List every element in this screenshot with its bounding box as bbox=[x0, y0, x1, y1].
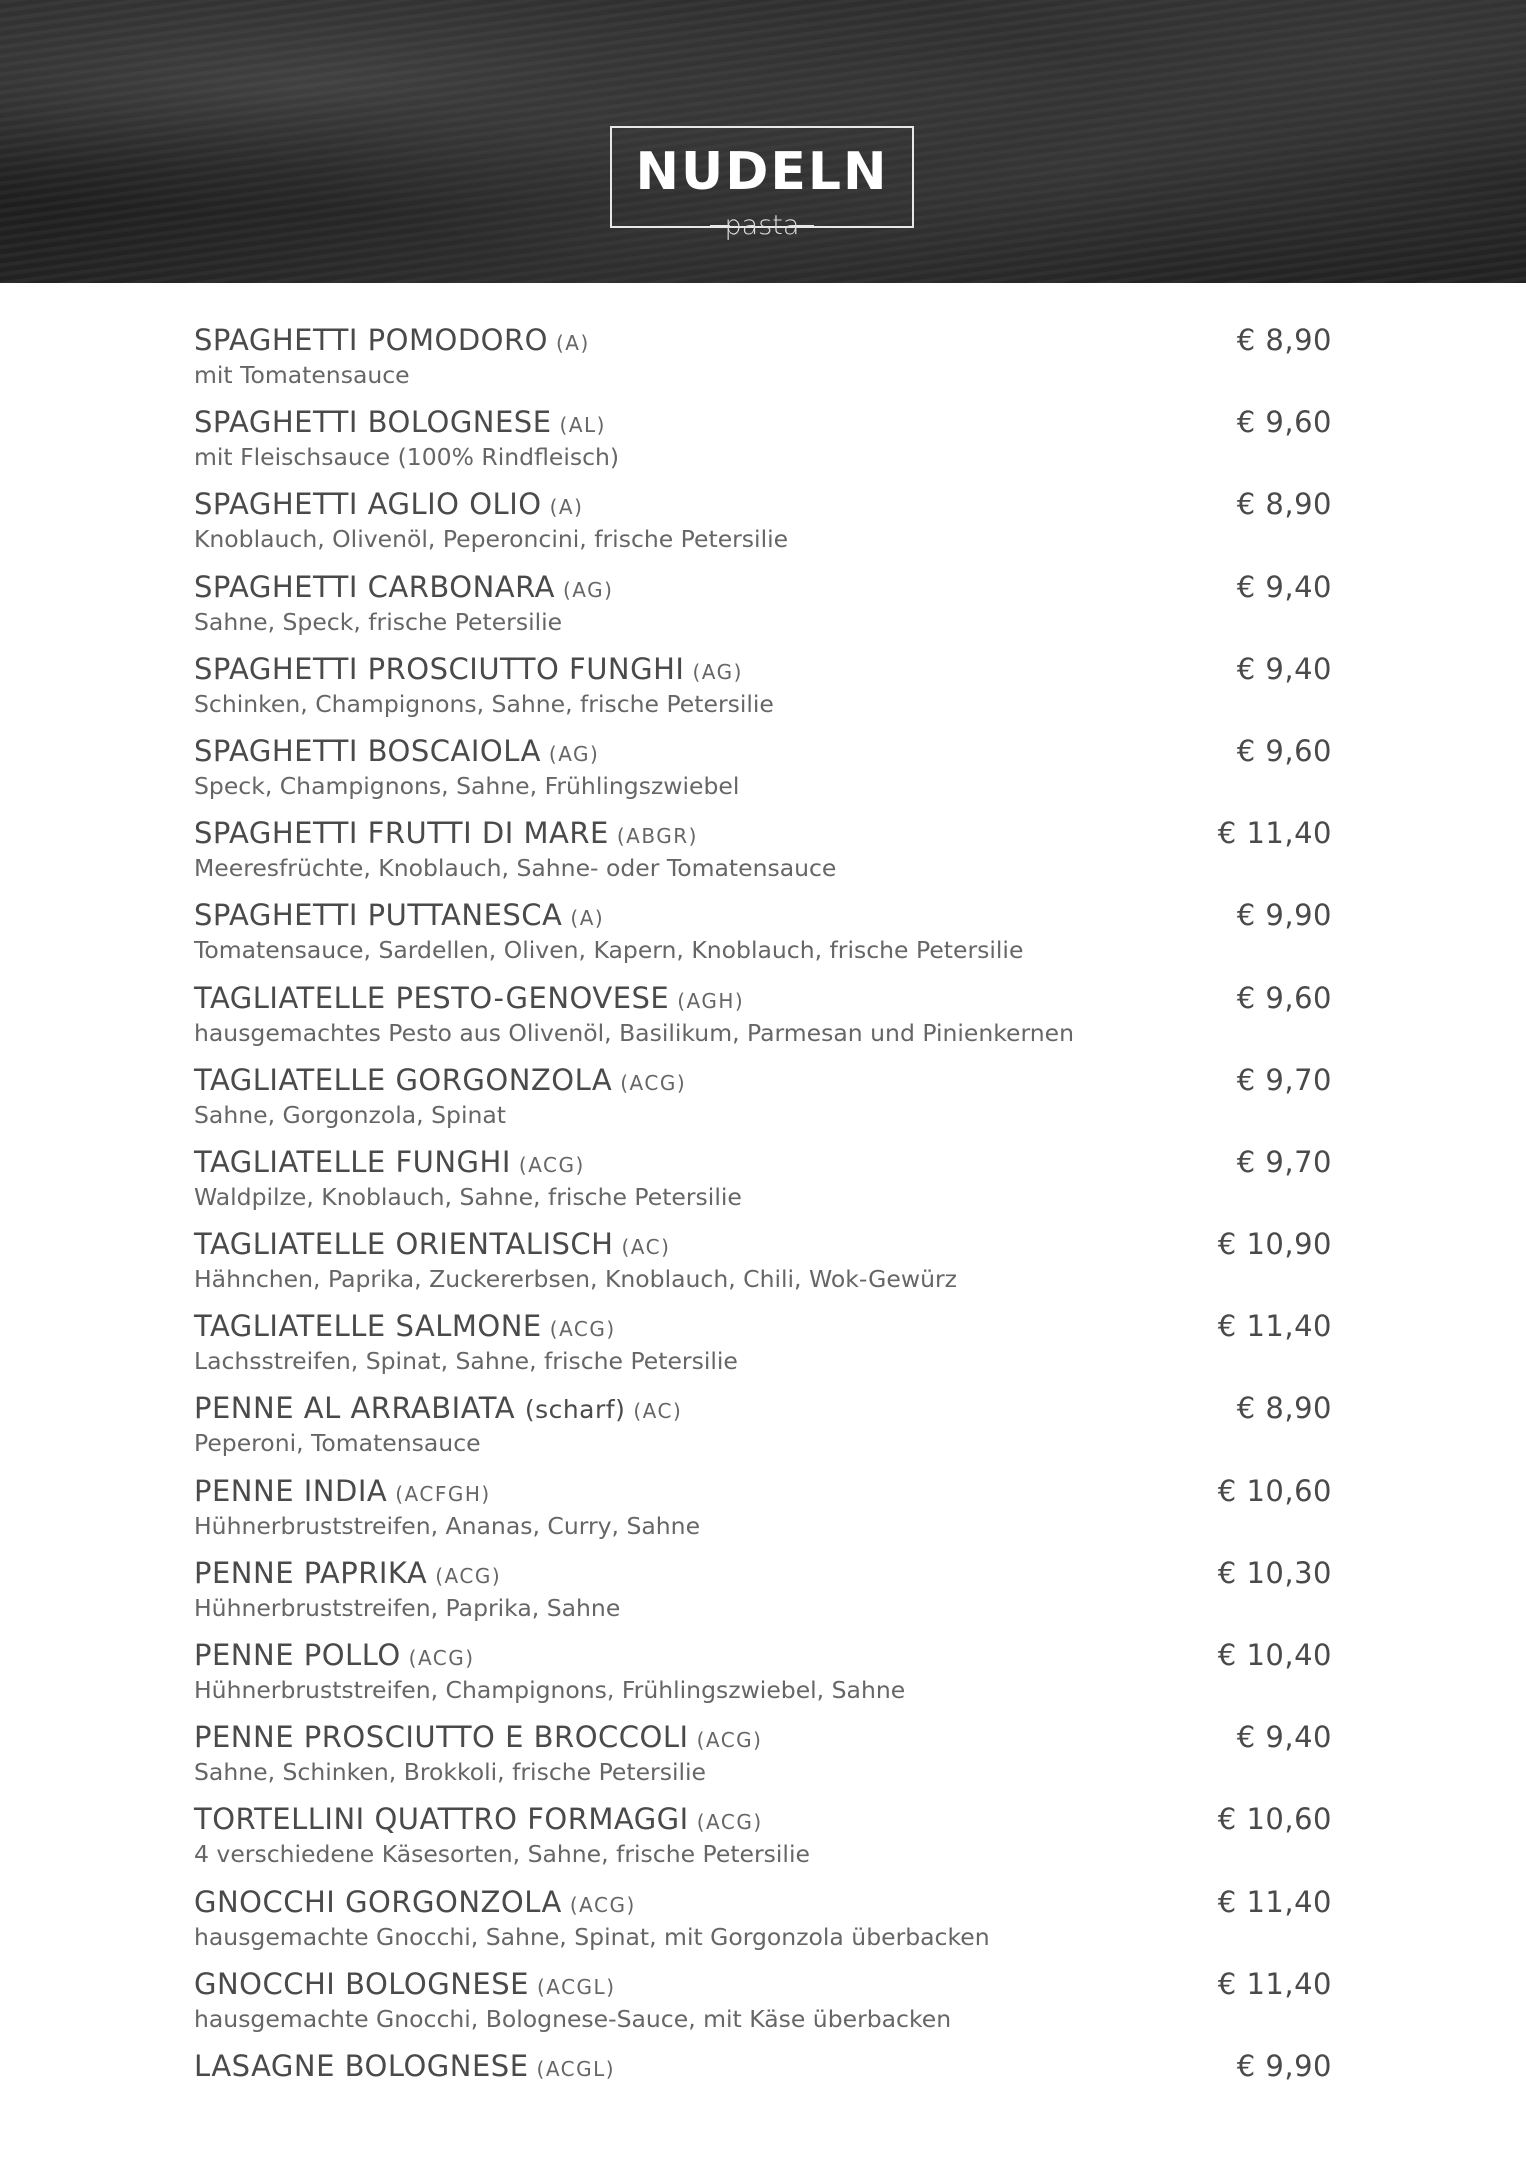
dish-price: € 9,40 bbox=[1236, 1720, 1332, 1755]
menu-item bbox=[194, 1801, 1332, 1883]
dish-description: Knoblauch, Olivenöl, Peperoncini, frische Petersilie bbox=[194, 525, 789, 554]
menu-item bbox=[194, 486, 1332, 568]
dish-price: € 9,60 bbox=[1236, 733, 1332, 768]
dish-price: € 8,90 bbox=[1236, 487, 1332, 522]
dish-price: € 9,90 bbox=[1236, 2048, 1332, 2083]
dish-name: TAGLIATELLE SALMONE bbox=[194, 1309, 542, 1344]
allergen-codes: (ACG) bbox=[549, 1317, 616, 1342]
allergen-codes: (A) bbox=[555, 331, 590, 355]
allergen-codes: (AC) bbox=[621, 1235, 671, 1260]
menu-item bbox=[194, 322, 1332, 404]
dish-description: hausgemachte Gnocchi, Bolognese-Sauce, mit Käse überbacken bbox=[194, 2004, 952, 2033]
dish-name: TAGLIATELLE ORIENTALISCH bbox=[194, 1227, 614, 1262]
menu-item bbox=[194, 1884, 1332, 1966]
dish-price: € 8,90 bbox=[1236, 1391, 1332, 1426]
menu-item bbox=[194, 1226, 1332, 1308]
dish-price: € 9,40 bbox=[1236, 569, 1332, 604]
allergen-codes: (ACFGH) bbox=[395, 1481, 491, 1506]
allergen-codes: (ACG) bbox=[518, 1152, 585, 1177]
dish-title-line bbox=[194, 404, 606, 443]
dish-price: € 8,90 bbox=[1236, 323, 1332, 357]
dish-note: (scharf) bbox=[524, 1395, 626, 1425]
allergen-codes: (AG) bbox=[548, 741, 600, 766]
dish-description: mit Fleischsauce (100% Rindfleisch) bbox=[194, 443, 620, 472]
menu-item bbox=[194, 897, 1332, 979]
dish-description: Tomatensauce, Sardellen, Oliven, Kapern, Knoblauch, frische Petersilie bbox=[194, 936, 1024, 965]
dish-title-line bbox=[194, 1884, 636, 1923]
dish-title-line bbox=[194, 897, 604, 936]
dish-name: TAGLIATELLE FUNGHI bbox=[194, 1144, 511, 1179]
dish-name: SPAGHETTI FRUTTI DI MARE bbox=[194, 816, 609, 851]
dish-title-line bbox=[194, 980, 744, 1019]
dish-description: hausgemachtes Pesto aus Olivenöl, Basilikum, Parmesan und Pinienkernen bbox=[194, 1018, 1075, 1047]
allergen-codes: (ACGL) bbox=[536, 2056, 616, 2081]
dish-price: € 10,60 bbox=[1217, 1473, 1332, 1508]
menu-item bbox=[194, 733, 1332, 815]
page-title: NUDELN bbox=[635, 142, 889, 202]
menu-item bbox=[194, 815, 1332, 897]
dish-description: Meeresfrüchte, Knoblauch, Sahne- oder Tomatensauce bbox=[194, 854, 837, 883]
dish-description: Waldpilze, Knoblauch, Sahne, frische Petersilie bbox=[194, 1182, 742, 1211]
dish-title-line bbox=[194, 1144, 585, 1183]
menu-item bbox=[194, 404, 1332, 486]
dish-price: € 10,60 bbox=[1217, 1802, 1332, 1837]
dish-description: Hühnerbruststreifen, Paprika, Sahne bbox=[194, 1593, 621, 1622]
allergen-codes: (ACG) bbox=[435, 1563, 502, 1588]
dish-title-line bbox=[194, 1062, 686, 1101]
menu-item bbox=[194, 1390, 1332, 1472]
dish-price: € 10,40 bbox=[1217, 1638, 1332, 1672]
menu-item bbox=[194, 1144, 1332, 1226]
dish-name: SPAGHETTI POMODORO bbox=[194, 323, 548, 357]
dish-name: SPAGHETTI PUTTANESCA bbox=[194, 898, 563, 933]
dish-description: Hühnerbruststreifen, Ananas, Curry, Sahne bbox=[194, 1511, 701, 1540]
dish-title-line bbox=[194, 569, 613, 608]
dish-title-line bbox=[194, 651, 743, 690]
allergen-codes: (ACGL) bbox=[536, 1974, 616, 1999]
subtitle-wrap bbox=[612, 208, 912, 244]
dish-title-line bbox=[194, 1555, 501, 1594]
allergen-codes: (ACG) bbox=[696, 1810, 763, 1835]
dish-price: € 11,40 bbox=[1217, 1884, 1332, 1919]
allergen-codes: (AC) bbox=[633, 1399, 683, 1424]
dish-description: Lachsstreifen, Spinat, Sahne, frische Petersilie bbox=[194, 1347, 738, 1376]
allergen-codes: (AG) bbox=[562, 577, 614, 602]
dish-title-line bbox=[194, 1226, 670, 1265]
allergen-codes: (ACG) bbox=[569, 1892, 636, 1917]
dish-name: PENNE POLLO bbox=[194, 1638, 401, 1672]
allergen-codes: (A) bbox=[549, 495, 584, 520]
dish-description: Hühnerbruststreifen, Champignons, Frühlingszwiebel, Sahne bbox=[194, 1676, 906, 1704]
dish-title-line bbox=[194, 1390, 682, 1429]
dish-price: € 9,40 bbox=[1236, 651, 1332, 686]
dish-price: € 9,60 bbox=[1236, 405, 1332, 440]
allergen-codes: (AL) bbox=[559, 413, 606, 438]
dish-price: € 11,40 bbox=[1217, 1966, 1332, 2001]
dish-name: PENNE INDIA bbox=[194, 1473, 388, 1508]
dish-name: GNOCCHI GORGONZOLA bbox=[194, 1884, 562, 1919]
dish-price: € 10,30 bbox=[1217, 1555, 1332, 1590]
menu-item bbox=[194, 569, 1332, 651]
dish-price: € 11,40 bbox=[1217, 1309, 1332, 1344]
allergen-codes: (A) bbox=[570, 906, 605, 931]
allergen-codes: (AGH) bbox=[677, 988, 745, 1013]
dish-name: PENNE AL ARRABIATA bbox=[194, 1391, 516, 1426]
page-subtitle-text: pasta bbox=[724, 210, 800, 241]
dish-description: Peperoni, Tomatensauce bbox=[194, 1429, 481, 1458]
dish-description: Speck, Champignons, Sahne, Frühlingszwiebel bbox=[194, 771, 740, 800]
menu-item bbox=[194, 1555, 1332, 1637]
dish-name: SPAGHETTI AGLIO OLIO bbox=[194, 487, 542, 522]
dish-description: Sahne, Schinken, Brokkoli, frische Petersilie bbox=[194, 1758, 706, 1787]
allergen-codes: (ABGR) bbox=[616, 824, 698, 849]
dish-title-line bbox=[194, 322, 590, 361]
dish-title-line bbox=[194, 1966, 616, 2005]
menu-list bbox=[194, 322, 1332, 2130]
header-banner bbox=[0, 0, 1526, 283]
title-box bbox=[610, 126, 914, 241]
menu-item bbox=[194, 2048, 1332, 2130]
dish-title-line bbox=[194, 486, 583, 525]
dish-price: € 10,90 bbox=[1217, 1227, 1332, 1262]
menu-item bbox=[194, 980, 1332, 1062]
dish-title-line bbox=[194, 1637, 475, 1676]
menu-item bbox=[194, 1966, 1332, 2048]
menu-item bbox=[194, 1062, 1332, 1144]
allergen-codes: (ACG) bbox=[408, 1646, 475, 1670]
dish-name: SPAGHETTI BOLOGNESE bbox=[194, 405, 552, 440]
dish-name: SPAGHETTI BOSCAIOLA bbox=[194, 733, 541, 768]
menu-item bbox=[194, 651, 1332, 733]
dish-title-line bbox=[194, 815, 698, 854]
dish-description: 4 verschiedene Käsesorten, Sahne, frische Petersilie bbox=[194, 1840, 810, 1869]
dish-price: € 9,70 bbox=[1236, 1062, 1332, 1097]
dish-title-line bbox=[194, 1308, 616, 1347]
dish-name: SPAGHETTI PROSCIUTTO FUNGHI bbox=[194, 651, 685, 686]
dish-name: SPAGHETTI CARBONARA bbox=[194, 569, 555, 604]
menu-item bbox=[194, 1637, 1332, 1719]
allergen-codes: (ACG) bbox=[620, 1070, 687, 1095]
dish-name: PENNE PROSCIUTTO E BROCCOLI bbox=[194, 1720, 689, 1755]
dish-description: hausgemachte Gnocchi, Sahne, Spinat, mit Gorgonzola überbacken bbox=[194, 1922, 990, 1951]
dish-title-line bbox=[194, 1719, 762, 1758]
dish-price: € 11,40 bbox=[1217, 816, 1332, 851]
dish-name: GNOCCHI BOLOGNESE bbox=[194, 1966, 529, 2001]
menu-item bbox=[194, 1719, 1332, 1801]
dish-description: Hähnchen, Paprika, Zuckererbsen, Knoblauch, Chili, Wok-Gewürz bbox=[194, 1265, 957, 1294]
dish-name: LASAGNE BOLOGNESE bbox=[194, 2048, 529, 2083]
dish-title-line bbox=[194, 1801, 763, 1840]
menu-item bbox=[194, 1308, 1332, 1390]
page-subtitle bbox=[612, 208, 912, 244]
allergen-codes: (AG) bbox=[692, 659, 743, 684]
dish-title-line bbox=[194, 733, 599, 772]
dish-price: € 9,90 bbox=[1236, 898, 1332, 933]
allergen-codes: (ACG) bbox=[696, 1728, 763, 1753]
dish-price: € 9,70 bbox=[1236, 1144, 1332, 1179]
menu-item bbox=[194, 1473, 1332, 1555]
dish-price: € 9,60 bbox=[1236, 980, 1332, 1015]
dish-name: PENNE PAPRIKA bbox=[194, 1555, 428, 1590]
dish-description: mit Tomatensauce bbox=[194, 361, 410, 389]
dish-name: TORTELLINI QUATTRO FORMAGGI bbox=[194, 1802, 689, 1837]
dish-description: Sahne, Speck, frische Petersilie bbox=[194, 607, 563, 636]
dish-title-line bbox=[194, 2048, 615, 2087]
dish-title-line bbox=[194, 1473, 491, 1512]
dish-description: Sahne, Gorgonzola, Spinat bbox=[194, 1100, 506, 1129]
dish-name: TAGLIATELLE GORGONZOLA bbox=[194, 1062, 613, 1097]
dish-description: Schinken, Champignons, Sahne, frische Petersilie bbox=[194, 689, 774, 718]
dish-name: TAGLIATELLE PESTO-GENOVESE bbox=[194, 980, 670, 1015]
